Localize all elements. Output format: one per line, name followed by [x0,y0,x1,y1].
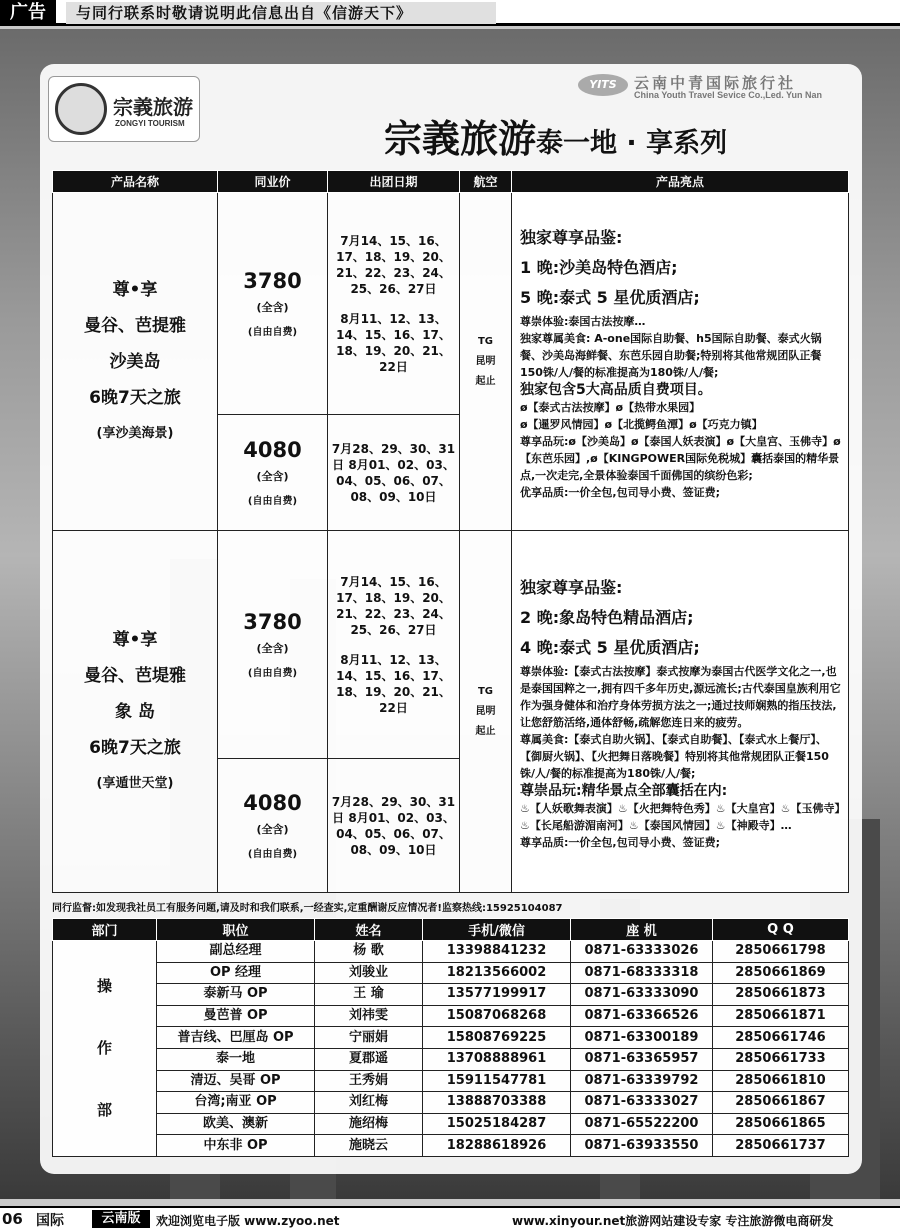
dates-cell [328,193,460,415]
product-name-line: 尊•享 [112,629,158,650]
departure-dates: 8月01、02、03、04、05、06、07、08、09、10日 [336,810,455,857]
highlight-line: 尊享品玩:ø【沙美岛】ø【泰国人妖表演】ø【大皇宫、玉佛寺】ø【东芭乐园】,ø【KINGPOWER国际免税城】囊括泰国的精华景点,一次走完,全景体验泰国千面佛国的缤纷色彩; [520,434,841,482]
headline-main: 宗義旅游 [384,117,537,161]
page-footer [0,1206,900,1230]
table-row [53,1005,849,1027]
staff-table-header [53,919,849,941]
staff-qq: 2850661873 [713,984,849,1006]
agency-name: 云南中青国际旅行社 [634,74,797,92]
staff-qq: 2850661869 [713,962,849,984]
staff-landline: 0871-63300189 [571,1027,713,1049]
footprint-icon [55,83,107,135]
product-table-header [53,171,849,193]
staff-mobile: 15025184287 [423,1113,571,1135]
price-inclusive: (全含) [256,470,289,483]
staff-name: 刘祎雯 [315,1005,423,1027]
highlight-line: 尊属美食:【泰式自助火锅】、【泰式自助餐】、【泰式水上餐厅】、【御厨火锅】、【火把舞日落晚餐】特别将其他常规团队正餐150铢/人/餐的标准提高为180铢/人/餐; [520,732,829,780]
price-cell [218,531,328,759]
footer-right-text: www.xinyour.net旅游网站建设专家 专注旅游微电商研发 [512,1214,834,1228]
staff-position: 泰一地 [157,1048,315,1070]
header-position: 职位 [157,919,315,941]
header-qq: Q Q [713,919,849,941]
staff-position: 曼芭普 OP [157,1005,315,1027]
highlight-hotel: 5 晚:泰式 5 星优质酒店; [520,287,700,307]
staff-position: 泰新马 OP [157,984,315,1006]
airline-code: TG [477,335,494,347]
airline-cell [460,193,512,531]
highlight-hotel: 2 晚:象岛特色精品酒店; [520,607,694,627]
price-cell [218,415,328,531]
staff-landline: 0871-63339792 [571,1070,713,1092]
highlight-line: 优享品质:一价全包,包司导小费、签证费; [520,485,720,499]
brand-logo [48,76,200,142]
header-name: 姓名 [315,919,423,941]
staff-position: 欧美、澳新 [157,1113,315,1135]
staff-name: 宁丽娟 [315,1027,423,1049]
staff-landline: 0871-63333090 [571,984,713,1006]
highlight-heading: 独家尊享品鉴: [520,577,623,597]
staff-qq: 2850661798 [713,941,849,963]
staff-mobile: 13577199917 [423,984,571,1006]
table-row [53,962,849,984]
staff-mobile: 13708888961 [423,1048,571,1070]
product-name-cell [53,193,218,531]
staff-landline: 0871-68333318 [571,962,713,984]
staff-name: 王秀娟 [315,1070,423,1092]
price-value: 3780 [243,610,302,634]
departure-dates: 7月14、15、16、17、18、19、20、21、22、23、24、25、26、27日 [336,574,451,637]
departure-dates: 8月01、02、03、04、05、06、07、08、09、10日 [336,457,455,504]
header-airline: 航空 [460,171,512,193]
staff-landline: 0871-63333026 [571,941,713,963]
airline-note: 起止 [475,725,496,737]
product-name-cell [53,531,218,893]
price-own-expense: (自由自费) [247,327,298,338]
highlight-line: 尊崇体验:泰国古法按摩… [520,314,646,328]
page-number: 06 [2,1210,23,1228]
ad-tag: 广告 [0,0,56,26]
staff-mobile: 15087068268 [423,1005,571,1027]
highlight-line: 尊崇体验:【泰式古法按摩】泰式按摩为泰国古代医学文化之一,也是泰国国粹之一,拥有四千多年历史,源远流长;古代泰国皇族利用它作为强身健体和治疗身体劳损方法之一;通过技师娴熟的指压技法,让您舒筋活络,通体舒畅,疏解您连日来的疲劳。 [520,664,841,729]
department-char: 部 [96,1101,112,1120]
product-name-line: 象 岛 [115,701,155,722]
price-inclusive: (全含) [256,301,289,314]
highlight-line: 独家尊属美食: A-one国际自助餐、h5国际自助餐、泰式火锅餐、沙美岛海鲜餐、东芭乐园自助餐;特别将其他常规团队正餐150铢/人/餐的标准提高为180铢/人/餐; [520,331,822,379]
logo-subtext: ZONGYI TOURISM [115,119,185,128]
staff-qq: 2850661746 [713,1027,849,1049]
highlights-cell [512,531,849,893]
highlight-hotel: 4 晚:泰式 5 星优质酒店; [520,637,700,657]
staff-name: 施晓云 [315,1135,423,1157]
staff-landline: 0871-63365957 [571,1048,713,1070]
supervision-notice: 同行监督:如发现我社员工有服务问题,请及时和我们联系,一经查实,定重酬谢反应情况者!监察热线:15925104087 [52,903,563,914]
page-title [384,108,727,163]
table-row [53,1070,849,1092]
header-dates: 出团日期 [328,171,460,193]
header-product-name: 产品名称 [53,171,218,193]
staff-qq: 2850661867 [713,1092,849,1114]
highlight-line: 独家包含5大高品质自费项目。 [520,381,712,398]
product-name-line: 6晚7天之旅 [89,737,181,758]
top-banner [0,0,900,26]
product-note: (享沙美海景) [96,425,174,441]
airline-city: 昆明 [475,705,496,717]
highlight-line: ø【泰式古法按摩】ø【热带水果园】 [520,400,701,414]
agency-name-en: China Youth Travel Sevice Co.,Led. Yun Nan [634,90,823,100]
footer-left-text: 欢迎浏览电子版 www.zyoo.net [156,1214,340,1228]
highlight-heading: 独家尊享品鉴: [520,227,623,247]
product-name-line: 曼谷、芭提雅 [84,315,186,336]
staff-landline: 0871-63333027 [571,1092,713,1114]
staff-landline: 0871-65522200 [571,1113,713,1135]
department-cell [53,941,157,1157]
department-char: 作 [96,1039,112,1058]
airline-code: TG [477,685,494,697]
staff-landline: 0871-63933550 [571,1135,713,1157]
departure-dates: 8月11、12、13、14、15、16、17、18、19、20、21、22日 [336,652,451,715]
table-row [53,1135,849,1157]
table-row [53,1113,849,1135]
departure-dates: 7月28、29、30、31日 [331,441,456,472]
airline-note: 起止 [475,375,496,387]
section-label: 国际 [36,1213,64,1229]
product-note: (享遁世天堂) [96,775,174,791]
table-row [53,941,849,963]
price-inclusive: (全含) [256,642,289,655]
product-row [53,193,849,415]
header-department: 部门 [53,919,157,941]
logo-text: 宗義旅游 [113,95,193,119]
staff-mobile: 13398841232 [423,941,571,963]
edition-badge: 云南版 [92,1210,150,1228]
staff-qq: 2850661810 [713,1070,849,1092]
product-name-line: 6晚7天之旅 [89,387,181,408]
departure-dates: 7月14、15、16、17、18、19、20、21、22、23、24、25、26、27日 [336,233,451,296]
highlight-hotel: 1 晚:沙美岛特色酒店; [520,257,678,277]
airline-city: 昆明 [475,355,496,367]
staff-mobile: 18213566002 [423,962,571,984]
staff-mobile: 18288618926 [423,1135,571,1157]
product-name-line: 曼谷、芭堤雅 [84,665,186,686]
staff-position: 普吉线、巴厘岛 OP [157,1027,315,1049]
table-row [53,1048,849,1070]
highlight-line: 尊崇品玩:精华景点全部囊括在内: [520,782,728,799]
agency-logo: YITS [578,74,628,96]
departure-dates: 7月28、29、30、31日 [331,794,456,825]
staff-mobile: 15808769225 [423,1027,571,1049]
staff-mobile: 15911547781 [423,1070,571,1092]
product-table [52,170,849,893]
dates-cell [328,415,460,531]
department-char: 操 [96,977,112,996]
staff-table [52,918,849,1157]
staff-qq: 2850661733 [713,1048,849,1070]
price-own-expense: (自由自费) [247,849,298,860]
price-cell [218,759,328,893]
staff-name: 夏郡遥 [315,1048,423,1070]
staff-position: 中东非 OP [157,1135,315,1157]
highlight-line: ø【暹罗风情园】ø【北揽鳄鱼潭】ø【巧克力镇】 [520,417,763,431]
header-highlights: 产品亮点 [512,171,849,193]
product-name-line: 沙美岛 [109,351,161,372]
header-mobile: 手机/微信 [423,919,571,941]
table-row [53,984,849,1006]
table-row [53,1092,849,1114]
staff-name: 刘红梅 [315,1092,423,1114]
price-own-expense: (自由自费) [247,496,298,507]
highlight-line: 尊享品质:一价全包,包司导小费、签证费; [520,835,720,849]
price-inclusive: (全含) [256,823,289,836]
staff-position: 台湾;南亚 OP [157,1092,315,1114]
staff-qq: 2850661737 [713,1135,849,1157]
airline-cell [460,531,512,893]
staff-qq: 2850661871 [713,1005,849,1027]
staff-landline: 0871-63366526 [571,1005,713,1027]
highlights-cell [512,193,849,531]
staff-position: 副总经理 [157,941,315,963]
source-notice: 与同行联系时敬请说明此信息出自《信游天下》 [66,2,496,24]
price-value: 3780 [243,269,302,293]
product-row [53,531,849,759]
departure-dates: 8月11、12、13、14、15、16、17、18、19、20、21、22日 [336,311,451,374]
staff-name: 施绍梅 [315,1113,423,1135]
staff-name: 杨 歌 [315,941,423,963]
table-row [53,1027,849,1049]
header-price: 同业价 [218,171,328,193]
price-cell [218,193,328,415]
staff-mobile: 13888703388 [423,1092,571,1114]
price-value: 4080 [243,791,302,815]
staff-position: 清迈、吴哥 OP [157,1070,315,1092]
staff-qq: 2850661865 [713,1113,849,1135]
dates-cell [328,531,460,759]
dates-cell [328,759,460,893]
header-landline: 座 机 [571,919,713,941]
product-name-line: 尊•享 [112,279,158,300]
headline-sub: 泰一地 · 享系列 [536,128,728,159]
price-value: 4080 [243,438,302,462]
price-own-expense: (自由自费) [247,668,298,679]
highlight-line: ♨【人妖歌舞表演】♨【火把舞特色秀】♨【大皇宫】♨【玉佛寺】♨【长尾船游湄南河】♨【泰国风情园】♨【神殿寺】… [520,801,840,832]
staff-name: 刘骏业 [315,962,423,984]
staff-position: OP 经理 [157,962,315,984]
staff-name: 王 瑜 [315,984,423,1006]
